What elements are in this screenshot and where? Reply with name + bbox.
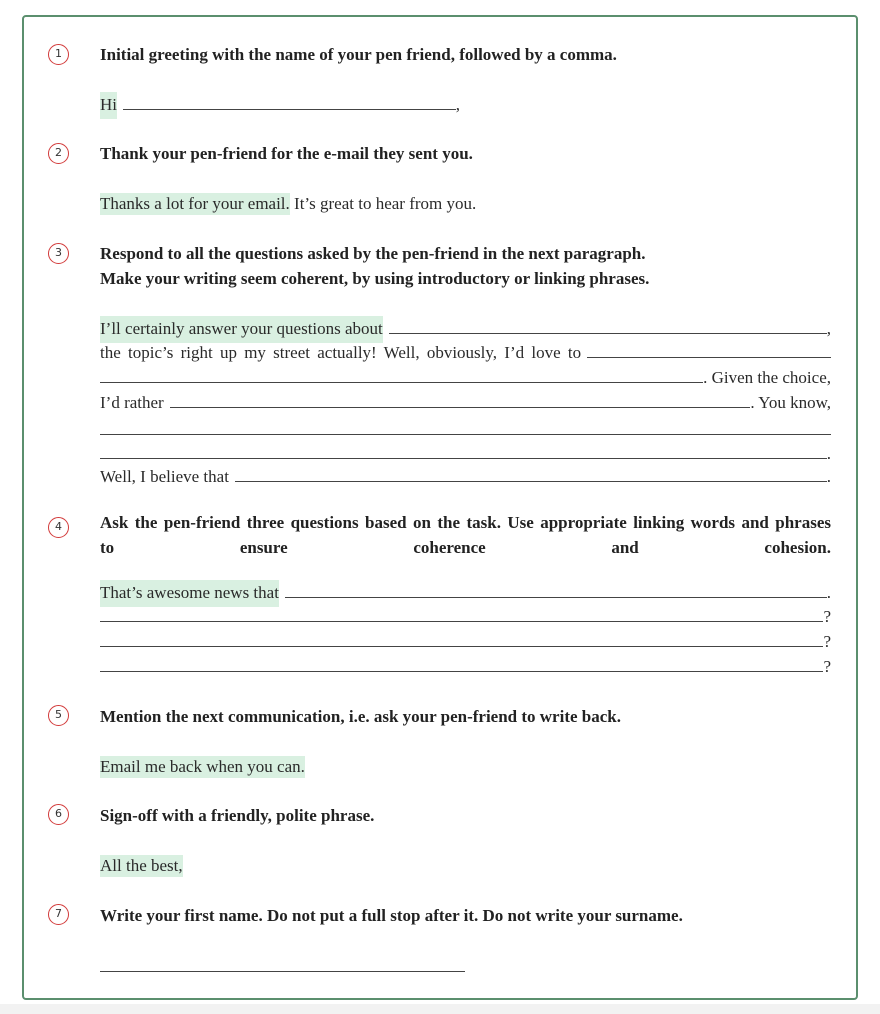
step-3-line-2-text: the topic’s right up my street actually! Well, obviously, I’d love to	[100, 343, 582, 362]
step-3-line-6	[100, 442, 831, 466]
step-3-line-3	[100, 366, 831, 390]
love-to-blank[interactable]	[587, 341, 831, 358]
step-3-line-2	[100, 341, 831, 365]
step-1-instruction: Initial greeting with the name of your pen friend, followed by a comma.	[100, 45, 617, 64]
step-7-instruction: Write your first name. Do not put a full stop after it. Do not write your surname.	[100, 906, 683, 925]
step-4-example-highlight: That’s awesome news that	[100, 580, 279, 607]
awesome-news-blank[interactable]	[285, 581, 827, 598]
step-3-line-5	[100, 418, 831, 435]
step-4-question-3	[100, 655, 831, 679]
step-5-example-highlight: Email me back when you can.	[100, 757, 305, 776]
step-1-number: 1	[48, 44, 69, 65]
question-mark: ?	[823, 657, 831, 676]
step-4-instruction: Ask the pen-friend three questions based on the task. Use appropriate linking words and phrases to ensure coherence and cohesion.	[100, 513, 831, 557]
step-4-question-1	[100, 605, 831, 629]
step-6-number: 6	[48, 804, 69, 825]
step-3-number: 3	[48, 243, 69, 264]
question-mark: ?	[823, 607, 831, 626]
step-3-line-6-end: .	[826, 444, 831, 463]
love-to-continued-blank[interactable]	[100, 366, 703, 383]
step-6-example	[100, 854, 831, 878]
step-3-line-7-start: Well, I believe that	[100, 467, 229, 486]
step-4-line-1-end: .	[826, 583, 831, 602]
step-4-line-1	[100, 580, 831, 607]
question-1-blank[interactable]	[100, 605, 823, 622]
step-3-line-4-end: . You know,	[750, 393, 831, 412]
question-mark: ?	[823, 632, 831, 651]
step-3-example-highlight: I’ll certainly answer your questions about	[100, 316, 383, 343]
page-bottom-strip	[0, 1004, 880, 1014]
step-1-example-end: ,	[455, 95, 460, 114]
step-4-number: 4	[48, 517, 69, 538]
step-6-instruction: Sign-off with a friendly, polite phrase.	[100, 806, 375, 825]
step-3-line-1-end: ,	[826, 319, 831, 338]
step-3-line-7-end: .	[826, 467, 831, 486]
step-5-number: 5	[48, 705, 69, 726]
greeting-name-blank[interactable]	[123, 93, 456, 110]
questions-topic-blank[interactable]	[389, 317, 827, 334]
step-6-example-highlight: All the best,	[100, 856, 183, 875]
believe-that-blank[interactable]	[235, 465, 827, 482]
step-3-instruction-line-2: Make your writing seem coherent, by using introductory or linking phrases.	[100, 269, 650, 288]
step-3-instruction-line-1: Respond to all the questions asked by the pen-friend in the next paragraph.	[100, 244, 646, 263]
step-7-number: 7	[48, 904, 69, 925]
rather-blank[interactable]	[170, 391, 751, 408]
step-3-line-4-start: I’d rather	[100, 393, 164, 412]
step-7-line	[100, 955, 465, 972]
first-name-blank[interactable]	[100, 955, 465, 972]
question-3-blank[interactable]	[100, 655, 823, 672]
you-know-continued-blank[interactable]	[100, 442, 827, 459]
you-know-blank[interactable]	[100, 418, 831, 435]
step-2-instruction: Thank your pen-friend for the e-mail they sent you.	[100, 144, 473, 163]
step-1-example-highlight: Hi	[100, 92, 117, 119]
step-3-line-4	[100, 391, 831, 415]
step-3-line-7	[100, 465, 831, 489]
step-2-example-rest: It’s great to hear from you.	[294, 194, 477, 213]
step-3-line-3-end: . Given the choice,	[703, 368, 831, 387]
question-2-blank[interactable]	[100, 630, 823, 647]
step-2-example-highlight: Thanks a lot for your email.	[100, 194, 290, 213]
step-2-example	[100, 192, 831, 216]
step-1-example	[100, 92, 460, 119]
step-4-question-2	[100, 630, 831, 654]
step-5-instruction: Mention the next communication, i.e. ask your pen-friend to write back.	[100, 707, 621, 726]
step-5-example	[100, 755, 831, 779]
step-3-line-1	[100, 316, 831, 343]
step-2-number: 2	[48, 143, 69, 164]
